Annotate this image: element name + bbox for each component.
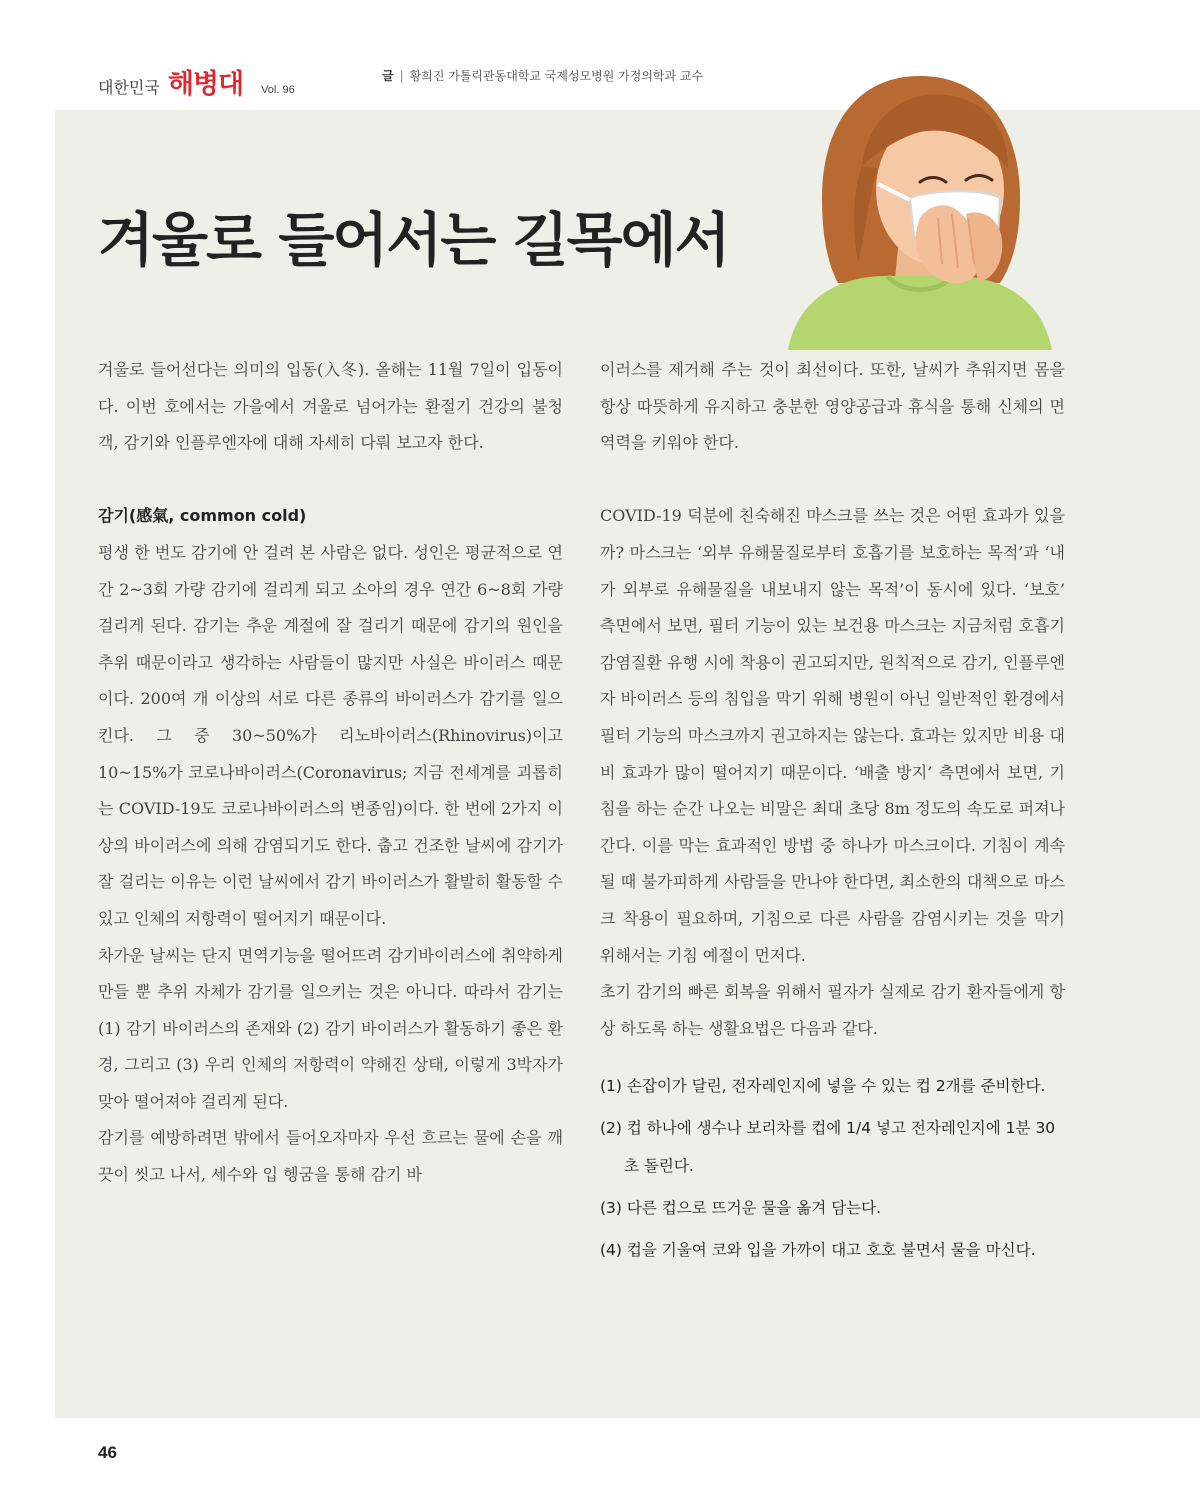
magazine-header <box>98 62 295 100</box>
byline-author: 황희진 가톨릭관동대학교 국제성모병원 가정의학과 교수 <box>409 69 704 83</box>
section-heading: 감기(感氣, common cold) <box>98 506 307 526</box>
remedy-steps-list <box>600 1067 1065 1269</box>
page-number: 46 <box>98 1443 117 1462</box>
left-column <box>98 352 563 1194</box>
body-paragraph: 초기 감기의 빠른 회복을 위해서 필자가 실제로 감기 환자들에게 항상 하도록 하는 생활요법은 다음과 같다. <box>600 982 1065 1038</box>
list-item: (1) 손잡이가 달린, 전자레인지에 넣을 수 있는 컵 2개를 준비한다. <box>600 1077 1046 1096</box>
byline-separator: | <box>399 69 404 83</box>
body-paragraph-continued: 이러스를 제거해 주는 것이 최선이다. 또한, 날씨가 추워지면 몸을 항상 따뜻하게 유지하고 충분한 영양공급과 휴식을 통해 신체의 면역력을 키워야 한다. <box>600 360 1065 453</box>
magazine-prefix: 대한민국 <box>98 78 160 97</box>
body-paragraph: COVID-19 덕분에 친숙해진 마스크를 쓰는 것은 어떤 효과가 있을까? 마스크는 ‘외부 유해물질로부터 호흡기를 보호하는 목적’과 ‘내가 외부로 유해물질을 내보내지 않는 목적’이 동시에 있다. ‘보호’ 측면에서 보면, 필터 기능이 있는 보건용 마스크는 지금처럼 호흡기 감염질환 유행 시에 착용이 권고되지만, 원칙적으로 감기, 인플루엔자 바이러스 등의 침입을 막기 위해 병원이 아닌 일반적인 환경에서 필터 기능의 마스크까지 권고하지는 않는다. 효과는 있지만 비용 대비 효과가 많이 떨어지기 때문이다. ‘배출 방지’ 측면에서 보면, 기침을 하는 순간 나오는 비말은 최대 초당 8m 정도의 속도로 퍼져나간다. 이를 막는 효과적인 방법 중 하나가 마스크이다. 기침이 계속될 때 불가피하게 사람들을 만나야 한다면, 최소한의 대책으로 마스크 착용이 필요하며, 기침으로 다른 사람을 감염시키는 것을 막기 위해서는 기침 예절이 먼저다. <box>600 506 1065 965</box>
list-item: (4) 컵을 기울여 코와 입을 가까이 대고 호호 불면서 물을 마신다. <box>600 1241 1036 1260</box>
article-title: 겨울로 들어서는 길목에서 <box>98 206 729 274</box>
woman-wearing-mask-icon <box>770 68 1070 350</box>
body-paragraph: 평생 한 번도 감기에 안 걸려 본 사람은 없다. 성인은 평균적으로 연간 2~3회 가량 감기에 걸리게 되고 소아의 경우 연간 6~8회 가량 걸리게 된다. 감기는 추운 계절에 잘 걸리기 때문에 감기의 원인을 추위 때문이라고 생각하는 사람들이 많지만 사실은 바이러스 때문이다. 200여 개 이상의 서로 다른 종류의 바이러스가 감기를 일으킨다. 그 중 30~50%가 리노바이러스(Rhinovirus)이고 10~15%가 코로나바이러스(Coronavirus; 지금 전세계를 괴롭히는 COVID-19도 코로나바이러스의 변종임)이다. 한 번에 2가지 이상의 바이러스에 의해 감염되기도 한다. 춥고 건조한 날씨에 감기가 잘 걸리는 이유는 이런 날씨에서 감기 바이러스가 활발히 활동할 수 있고 인체의 저항력이 떨어지기 때문이다. <box>98 542 563 928</box>
list-item: (2) 컵 하나에 생수나 보리차를 컵에 1/4 넣고 전자레인지에 1분 30초 돌린다. <box>600 1119 1056 1176</box>
byline-label: 글 <box>382 69 394 83</box>
right-column <box>600 352 1065 1273</box>
byline <box>382 67 703 84</box>
magazine-volume: Vol. 96 <box>261 84 295 96</box>
body-paragraph: 차가운 날씨는 단지 면역기능을 떨어뜨려 감기바이러스에 취약하게 만들 뿐 추위 자체가 감기를 일으키는 것은 아니다. 따라서 감기는 (1) 감기 바이러스의 존재와 (2) 감기 바이러스가 활동하기 좋은 환경, 그리고 (3) 우리 인체의 저항력이 약해진 상태, 이렇게 3박자가 맞아 떨어져야 걸리게 된다. <box>98 945 563 1111</box>
intro-paragraph: 겨울로 들어선다는 의미의 입동(入冬). 올해는 11월 7일이 입동이다. 이번 호에서는 가을에서 겨울로 넘어가는 환절기 건강의 불청객, 감기와 인플루엔자에 대해 자세히 다뤄 보고자 한다. <box>98 360 563 453</box>
body-paragraph: 감기를 예방하려면 밖에서 들어오자마자 우선 흐르는 물에 손을 깨끗이 씻고 나서, 세수와 입 헹굼을 통해 감기 바 <box>98 1128 563 1185</box>
list-item: (3) 다른 컵으로 뜨거운 물을 옮겨 담는다. <box>600 1199 882 1218</box>
magazine-name: 해병대 <box>167 69 244 100</box>
